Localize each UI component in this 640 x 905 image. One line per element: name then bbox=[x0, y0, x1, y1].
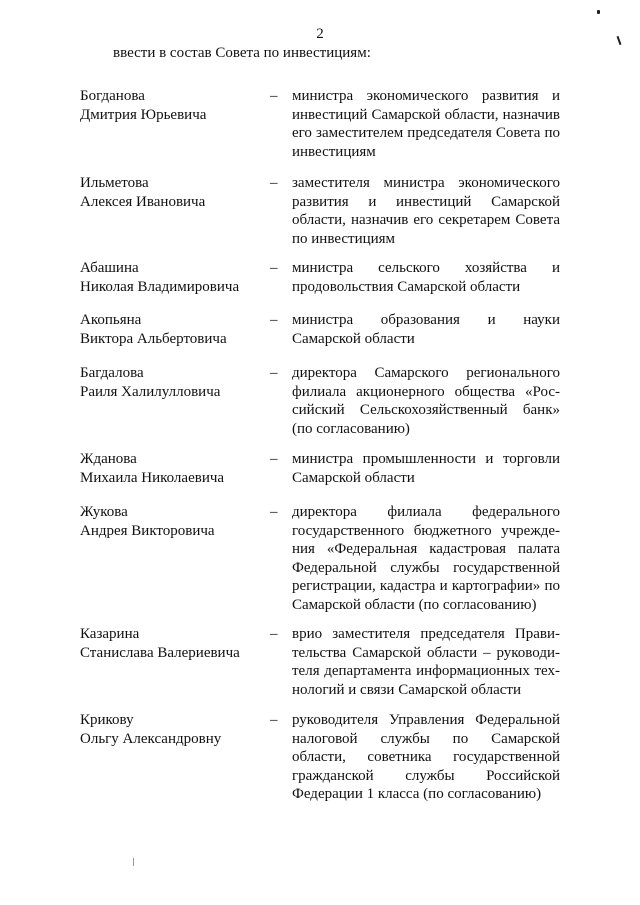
intro-text: ввести в состав Совета по инвестициям: bbox=[113, 45, 371, 61]
scan-speck bbox=[597, 10, 600, 14]
member-surname: Багдалова bbox=[80, 365, 144, 381]
position-line: заместителя министра экономического bbox=[292, 175, 560, 191]
dash-separator: – bbox=[270, 626, 278, 642]
dash-separator: – bbox=[270, 451, 278, 467]
scan-speck bbox=[133, 858, 134, 866]
member-position bbox=[292, 364, 560, 438]
member-surname: Крикову bbox=[80, 712, 134, 728]
position-line: сийский Сельскохозяйственный банк» bbox=[292, 402, 560, 418]
member-name bbox=[80, 259, 260, 296]
member-given-names: Ольгу Александровну bbox=[80, 730, 222, 747]
member-name bbox=[80, 450, 260, 487]
dash-separator: – bbox=[270, 504, 278, 520]
member-position bbox=[292, 87, 560, 161]
position-line: государственного бюджетного учрежде- bbox=[292, 522, 560, 539]
position-line: Самарской области bbox=[292, 469, 415, 486]
position-line: министра промышленности и торговли bbox=[292, 451, 560, 467]
member-given-names: Станислава Валериевича bbox=[80, 644, 240, 661]
member-position bbox=[292, 711, 560, 804]
dash-separator: – bbox=[270, 260, 278, 276]
position-line: Самарской области (по согласованию) bbox=[292, 596, 537, 613]
member-surname: Казарина bbox=[80, 626, 140, 642]
member-surname: Акопьяна bbox=[80, 312, 142, 328]
member-position bbox=[292, 174, 560, 248]
position-line: тельства Самарской области – руководи- bbox=[292, 644, 560, 661]
position-line: министра образования и науки bbox=[292, 312, 560, 328]
dash-separator: – bbox=[270, 312, 278, 328]
dash-separator: – bbox=[270, 712, 278, 728]
member-name bbox=[80, 174, 260, 211]
position-line: директора Самарского регионального bbox=[292, 365, 560, 381]
member-name bbox=[80, 364, 260, 401]
member-given-names: Раиля Халилулловича bbox=[80, 383, 221, 400]
position-line: регистрации, кадастра и картографии» по bbox=[292, 578, 560, 594]
position-line: его заместителем председателя Совета по bbox=[292, 125, 560, 141]
member-position bbox=[292, 259, 560, 296]
position-line: министра сельского хозяйства и bbox=[292, 260, 560, 276]
position-line: Самарской области bbox=[292, 330, 415, 347]
member-given-names: Алексея Ивановича bbox=[80, 193, 206, 210]
member-surname: Абашина bbox=[80, 260, 139, 276]
member-surname: Богданова bbox=[80, 88, 145, 104]
dash-separator: – bbox=[270, 175, 278, 191]
position-line: Федерации 1 класса (по согласованию) bbox=[292, 786, 542, 802]
position-line: инвестиций Самарской области, назначив bbox=[292, 106, 560, 123]
member-surname: Ильметова bbox=[80, 175, 149, 191]
page-number: 2 bbox=[316, 26, 324, 42]
member-position bbox=[292, 311, 560, 348]
position-line: гражданской службы Российской bbox=[292, 767, 560, 784]
position-line: министра экономического развития и bbox=[292, 88, 560, 104]
member-given-names: Андрея Викторовича bbox=[80, 522, 215, 539]
position-line: по инвестициям bbox=[292, 230, 396, 247]
member-name bbox=[80, 311, 260, 348]
position-line: врио заместителя председателя Прави- bbox=[292, 626, 560, 642]
position-line: области, назначив его секретарем Совета bbox=[292, 212, 560, 228]
dash-separator: – bbox=[270, 88, 278, 104]
member-name bbox=[80, 503, 260, 540]
position-line: нологий и связи Самарской области bbox=[292, 681, 522, 698]
member-name bbox=[80, 711, 260, 748]
member-given-names: Михаила Николаевича bbox=[80, 469, 225, 486]
position-line: налоговой службы по Самарской bbox=[292, 730, 560, 747]
position-line: области, советника государственной bbox=[292, 749, 560, 765]
position-line: Федеральной службы государственной bbox=[292, 559, 560, 576]
member-position bbox=[292, 625, 560, 699]
member-given-names: Николая Владимировича bbox=[80, 278, 240, 295]
position-line: директора филиала федерального bbox=[292, 504, 560, 520]
position-line: ния «Федеральная кадастровая палата bbox=[292, 541, 560, 557]
position-line: продовольствия Самарской области bbox=[292, 278, 521, 295]
member-surname: Жукова bbox=[80, 504, 128, 520]
position-line: теля департамента информационных тех- bbox=[292, 663, 560, 679]
member-surname: Жданова bbox=[80, 451, 137, 467]
position-line: руководителя Управления Федеральной bbox=[292, 712, 560, 728]
member-given-names: Виктора Альбертовича bbox=[80, 330, 227, 347]
member-name bbox=[80, 625, 260, 662]
dash-separator: – bbox=[270, 365, 278, 381]
member-position bbox=[292, 503, 560, 614]
member-name bbox=[80, 87, 260, 124]
position-line: инвестициям bbox=[292, 143, 376, 160]
member-given-names: Дмитрия Юрьевича bbox=[80, 106, 207, 123]
position-line: (по согласованию) bbox=[292, 420, 410, 437]
position-line: филиала акционерного общества «Рос- bbox=[292, 383, 560, 400]
member-position bbox=[292, 450, 560, 487]
position-line: развития и инвестиций Самарской bbox=[292, 193, 560, 210]
